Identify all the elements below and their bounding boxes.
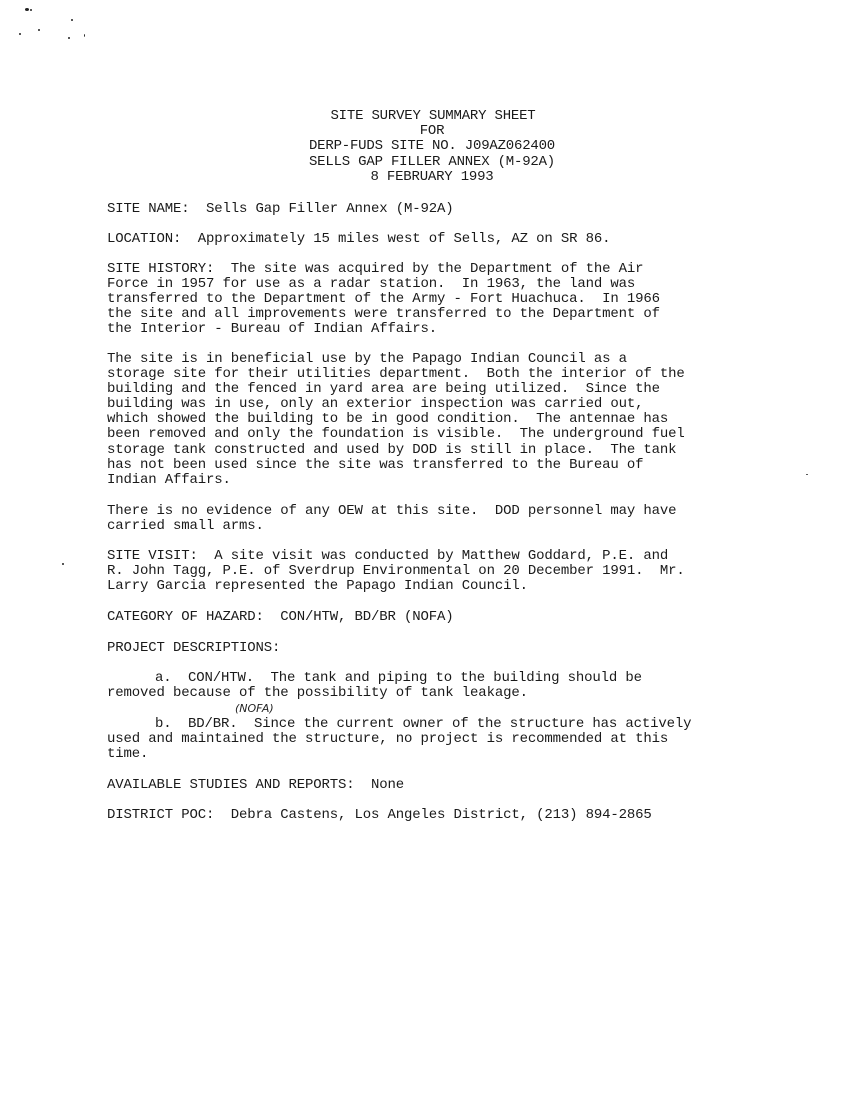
- scan-speck: [68, 37, 70, 39]
- scan-speck: [19, 33, 21, 35]
- project-item-b: [107, 717, 787, 762]
- scan-speck: [62, 563, 64, 565]
- project-b-first-line: b. BD/BR. Since the current owner of the structure has actively: [155, 716, 692, 732]
- project-item-a: [107, 671, 787, 701]
- header-date: 8 FEBRUARY 1993: [370, 168, 494, 185]
- project-a-first-line: a. CON/HTW. The tank and piping to the building should be: [155, 670, 642, 686]
- header-title: SITE SURVEY SUMMARY SHEET: [330, 108, 536, 124]
- project-b-rest: used and maintained the structure, no project is recommended at this time.: [107, 731, 669, 763]
- header-site-number: DERP-FUDS SITE NO. J09AZ062400: [308, 138, 556, 155]
- document-header: [0, 109, 850, 185]
- available-studies-line: AVAILABLE STUDIES AND REPORTS: None: [107, 777, 405, 793]
- site-name-line: SITE NAME: Sells Gap Filler Annex (M-92A): [107, 201, 454, 217]
- header-for: FOR: [419, 123, 445, 140]
- oew-paragraph: There is no evidence of any OEW at this site. DOD personnel may have carried small arms.: [107, 503, 677, 535]
- header-site-name: SELLS GAP FILLER ANNEX (M-92A): [308, 153, 556, 170]
- scan-speck: [84, 34, 85, 37]
- category-of-hazard-line: CATEGORY OF HAZARD: CON/HTW, BD/BR (NOFA): [107, 609, 454, 625]
- scan-speck: [71, 19, 73, 21]
- site-history-paragraph: SITE HISTORY: The site was acquired by the Department of the Air Force in 1957 for use as a radar station. In 1963, the land was transferred to the Department of the Army - Fort Huachuca. In 1966 the site and all improvements were transferred to the Department of the Interior - Bureau of Indian Affairs.: [107, 261, 660, 338]
- scan-speck: [25, 8, 29, 11]
- scan-speck: [806, 474, 808, 475]
- project-descriptions-heading: PROJECT DESCRIPTIONS:: [107, 640, 281, 656]
- scan-speck: [30, 9, 32, 11]
- beneficial-use-paragraph: The site is in beneficial use by the Papago Indian Council as a storage site for their utilities department. Both the interior of the building and the fenced in yard area are being utilized. Since the building was in use, only an exterior inspection was carried out, which showed the building to be in good condition. The antennae has been removed and only the foundation is visible. The underground fuel storage tank constructed and used by DOD is still in place. The tank has not been used since the site was transferred to the Bureau of Indian Affairs.: [107, 351, 685, 488]
- location-line: LOCATION: Approximately 15 miles west of Sells, AZ on SR 86.: [107, 231, 611, 247]
- project-a-rest: removed because of the possibility of tank leakage.: [107, 685, 528, 702]
- site-visit-paragraph: SITE VISIT: A site visit was conducted by Matthew Goddard, P.E. and R. John Tagg, P.E. of Sverdrup Environmental on 20 December 1991. Mr. Larry Garcia represented the Papago Indian Council.: [107, 548, 685, 595]
- scan-speck: [38, 29, 40, 31]
- handwritten-annotation: (NOFA): [235, 702, 274, 715]
- district-poc-line: DISTRICT POC: Debra Castens, Los Angeles District, (213) 894-2865: [107, 807, 652, 823]
